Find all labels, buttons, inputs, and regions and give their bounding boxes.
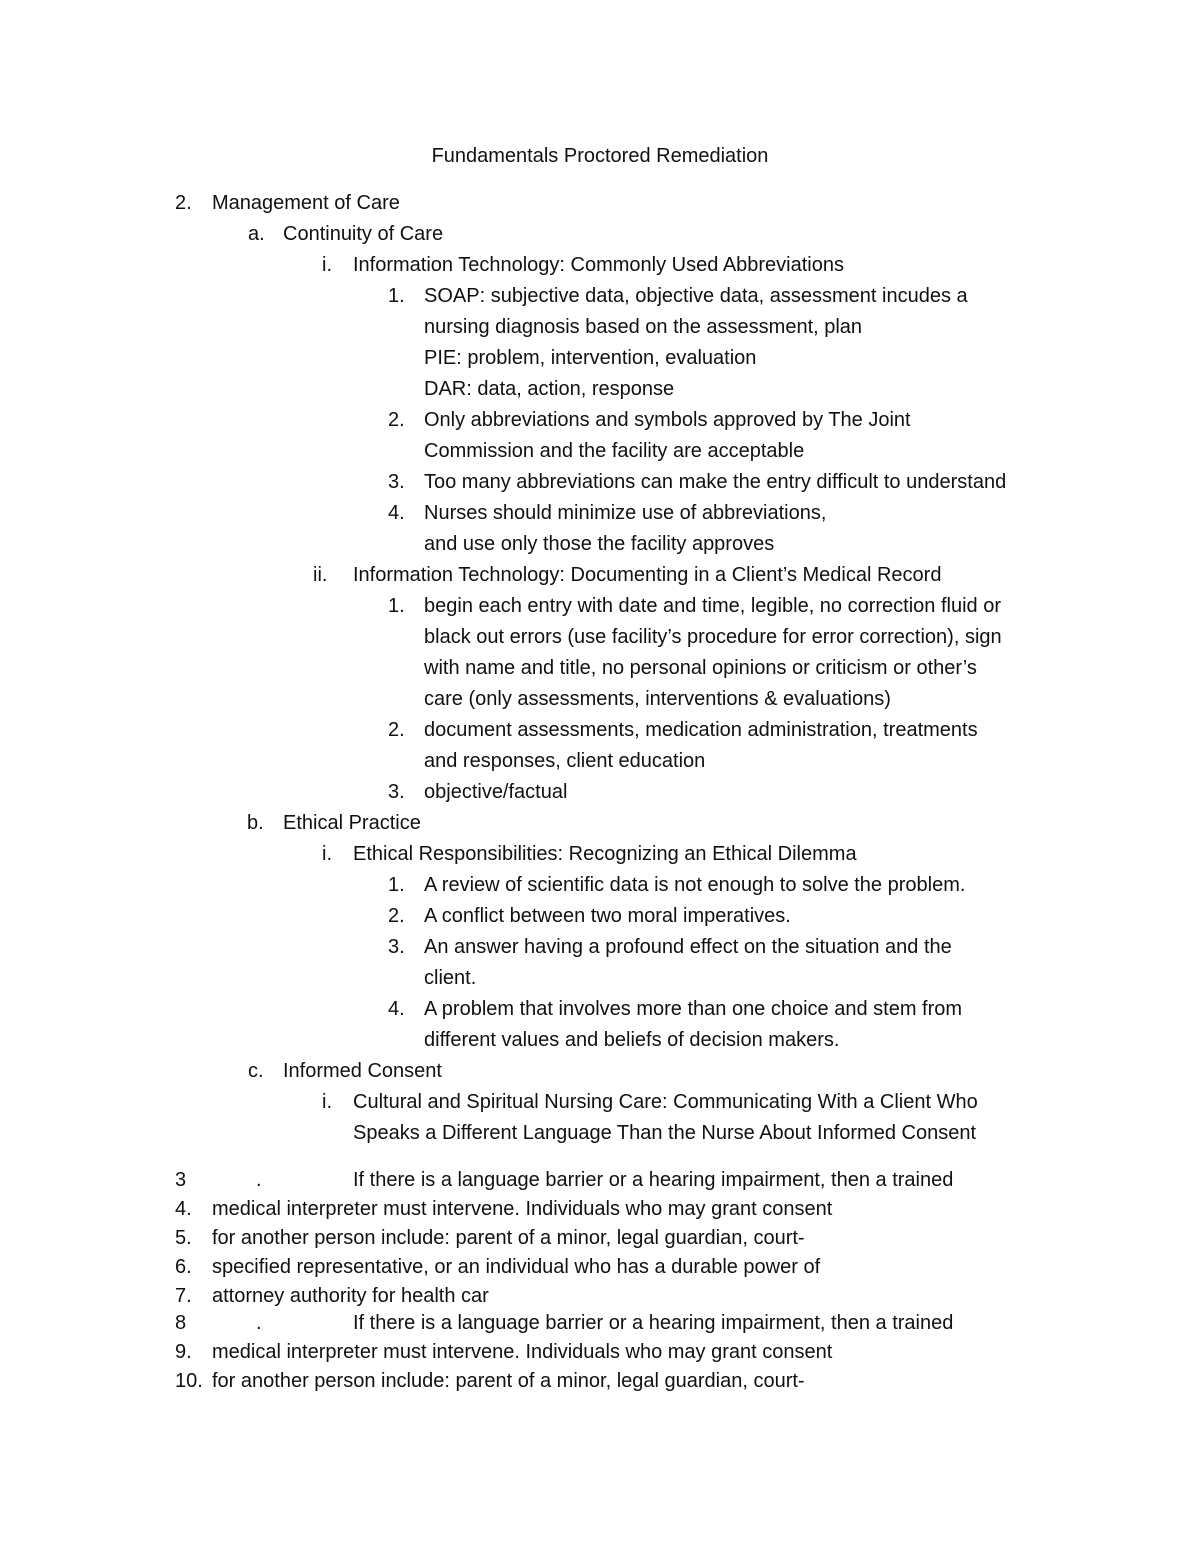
trailing-line: specified representative, or an individual who has a durable power of (212, 1256, 821, 1278)
trailing-line: If there is a language barrier or a hearing impairment, then a trained (353, 1169, 954, 1191)
item-marker: 4. (388, 998, 405, 1020)
subsection-marker: a. (248, 223, 265, 245)
trailing-line: medical interpreter must intervene. Individuals who may grant consent (212, 1198, 833, 1220)
list-item-line: document assessments, medication administration, treatments (424, 719, 978, 741)
trailing-marker: 7. (175, 1285, 192, 1307)
list-item-line: objective/factual (424, 781, 568, 803)
trailing-line: for another person include: parent of a minor, legal guardian, court- (212, 1370, 805, 1392)
roman-heading: Cultural and Spiritual Nursing Care: Communicating With a Client Who (353, 1091, 978, 1113)
trailing-marker: 9. (175, 1341, 192, 1363)
roman-marker: ii. (313, 564, 328, 586)
trailing-marker: 10. (175, 1370, 203, 1392)
roman-marker: i. (322, 843, 332, 865)
item-marker: 3. (388, 936, 405, 958)
list-item-line: A review of scientific data is not enough to solve the problem. (424, 874, 966, 896)
roman-heading: Ethical Responsibilities: Recognizing an Ethical Dilemma (353, 843, 857, 865)
item-marker: 1. (388, 874, 405, 896)
list-item-line: client. (424, 967, 477, 989)
subsection-marker: b. (247, 812, 264, 834)
list-item-line: and responses, client education (424, 750, 706, 772)
roman-marker: i. (322, 1091, 332, 1113)
trailing-marker: 5. (175, 1227, 192, 1249)
trailing-marker: 8 (175, 1312, 187, 1334)
trailing-marker: 4. (175, 1198, 192, 1220)
list-item-line: A problem that involves more than one choice and stem from (424, 998, 963, 1020)
list-item-line: Too many abbreviations can make the entry difficult to understand (424, 471, 1007, 493)
trailing-marker: 3 (175, 1169, 187, 1191)
subsection-heading: Ethical Practice (283, 812, 421, 834)
item-marker: 2. (388, 719, 405, 741)
roman-marker: i. (322, 254, 332, 276)
trailing-line: attorney authority for health car (212, 1285, 489, 1307)
item-marker: 2. (388, 905, 405, 927)
document-title: Fundamentals Proctored Remediation (431, 145, 769, 167)
list-item-line: with name and title, no personal opinions or criticism or other’s (424, 657, 977, 679)
list-item-line: PIE: problem, intervention, evaluation (424, 347, 757, 369)
item-marker: 1. (388, 595, 405, 617)
trailing-line: If there is a language barrier or a hearing impairment, then a trained (353, 1312, 954, 1334)
item-marker: 4. (388, 502, 405, 524)
subsection-heading: Informed Consent (283, 1060, 442, 1082)
item-marker: 1. (388, 285, 405, 307)
trailing-line: for another person include: parent of a minor, legal guardian, court- (212, 1227, 805, 1249)
roman-heading: Information Technology: Commonly Used Abbreviations (353, 254, 844, 276)
section-heading: Management of Care (212, 192, 400, 214)
list-item-line: An answer having a profound effect on the situation and the (424, 936, 952, 958)
list-item-line: begin each entry with date and time, legible, no correction fluid or (424, 595, 1002, 617)
list-item-line: black out errors (use facility’s procedure for error correction), sign (424, 626, 1002, 648)
item-marker: 2. (388, 409, 405, 431)
list-item-line: Commission and the facility are acceptable (424, 440, 805, 462)
item-marker: 3. (388, 781, 405, 803)
list-item-line: Only abbreviations and symbols approved by The Joint (424, 409, 911, 431)
roman-heading: Information Technology: Documenting in a Client’s Medical Record (353, 564, 942, 586)
roman-heading: Speaks a Different Language Than the Nurse About Informed Consent (353, 1122, 977, 1144)
list-item-line: and use only those the facility approves (424, 533, 775, 555)
list-item-line: SOAP: subjective data, objective data, assessment incudes a (424, 285, 968, 307)
trailing-line: medical interpreter must intervene. Individuals who may grant consent (212, 1341, 833, 1363)
subsection-heading: Continuity of Care (283, 223, 444, 245)
item-marker: 3. (388, 471, 405, 493)
subsection-marker: c. (248, 1060, 264, 1082)
trailing-marker: 6. (175, 1256, 192, 1278)
list-item-line: different values and beliefs of decision makers. (424, 1029, 840, 1051)
list-item-line: nursing diagnosis based on the assessment, plan (424, 316, 863, 338)
list-item-line: Nurses should minimize use of abbreviations, (424, 502, 827, 524)
list-item-line: DAR: data, action, response (424, 378, 675, 400)
list-item-line: A conflict between two moral imperatives. (424, 905, 791, 927)
section-marker: 2. (175, 192, 192, 214)
trailing-dot: . (256, 1169, 262, 1191)
list-item-line: care (only assessments, interventions & evaluations) (424, 688, 891, 710)
trailing-dot: . (256, 1312, 262, 1334)
